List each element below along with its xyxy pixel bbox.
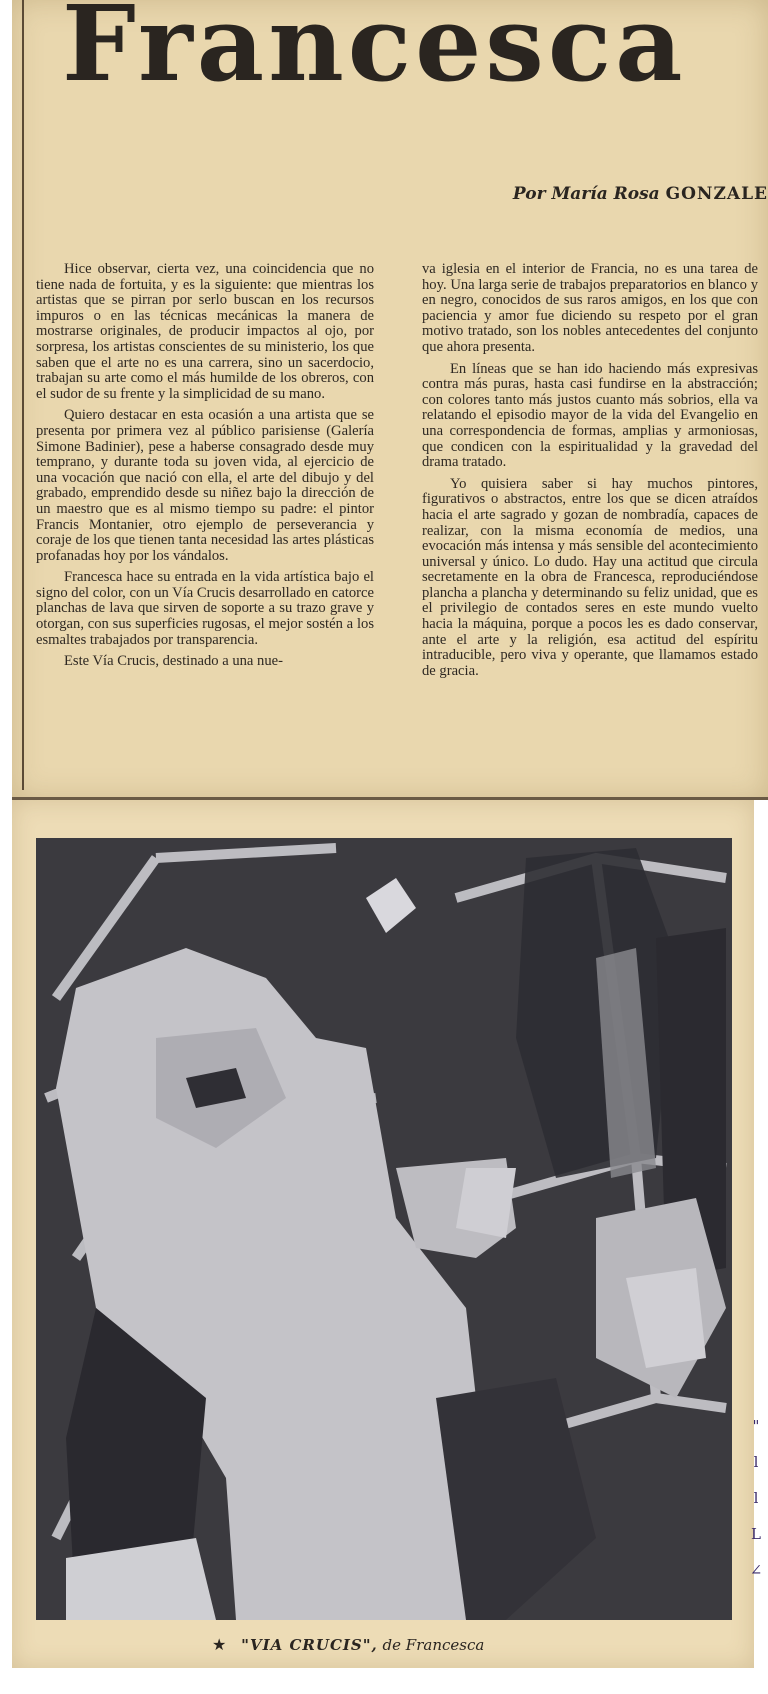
article-clipping — [12, 0, 768, 800]
paragraph: Hice observar, cierta vez, una coincidencia que no tiene nada de fortuita, y es la siguiente: que mientras los artistas que se pirran por serlo buscan en los recursos impuros o en las técnicas mecánicas la manera de mostrarse originales, de producir impactos al ojo, por sorpresa, los artistas conscientes de su ministerio, los que saben que el arte no es una carrera, sino un sacerdocio, trabajan su arte como el más humilde de los obreros, con el sudor de su frente y la simplicidad de su mano. — [36, 261, 374, 402]
text-column-left — [36, 262, 374, 676]
text-column-right — [422, 262, 758, 685]
margin-mark: l — [753, 1453, 759, 1471]
byline-prefix: Por María Rosa — [512, 184, 660, 204]
margin-mark: l — [753, 1489, 759, 1507]
caption-credit: de Francesca — [382, 1636, 485, 1654]
paragraph: Yo quisiera saber si hay muchos pintores, figurativos o abstractos, entre los que se dicen atraídos hacia el arte sagrado y gozan de nombradía, capaces de realizar, con la misma economía de medios, una evocación más intensa y más sensible del acontecimiento universal y único. Lo dudo. Hay una actitud que circula secretamente en la obra de Francesca, reproduciéndose plancha a plancha y determinando su feliz unidad, que es el privilegio de contados seres en este mundo vuelto hacia la máquina, porque a pocos les es dado conservar, ante el arte y la religión, esa actitud del espíritu intraducible, pero viva y operante, que llamamos estado de gracia. — [422, 475, 758, 679]
paragraph: va iglesia en el interior de Francia, no es una tarea de hoy. Una larga serie de trabajos preparatorios en blanco y en negro, conocidos de sus raros amigos, en los que con paciencia y amor fue diciendo su respeto por el gran motivo tratado, son los nobles antecedentes del conjunto que ahora presenta. — [422, 261, 758, 355]
paragraph: Este Vía Crucis, destinado a una nue- — [64, 653, 283, 670]
margin-mark: " — [752, 1417, 760, 1435]
article-title: Francesca — [62, 0, 687, 105]
via-crucis-artwork — [36, 838, 732, 1620]
handwritten-marks — [746, 1408, 766, 1588]
byline — [513, 184, 768, 204]
artwork-image — [36, 838, 732, 1620]
paragraph: En líneas que se han ido haciendo más expresivas contra más puras, hasta casi fundirse en la abstracción; con colores tanto más justos cuanto más sobrios, ella va relatando el episodio mayor de la vida del Evangelio en una correspondencia de formas, amplias y armoniosas, que condicen con la espiritualidad y la gravedad del drama tratado. — [422, 360, 758, 471]
column-rule — [22, 0, 24, 790]
star-icon: ★ — [212, 1635, 227, 1654]
photo-clipping — [12, 800, 754, 1668]
byline-surname: GONZALE — [665, 184, 768, 204]
paragraph: Francesca hace su entrada en la vida artística bajo el signo del color, con un Vía Crucis desarrollado en catorce planchas de lava que sirven de soporte a su trazo grave y otorgan, con sus superficies rugosas, el mejor sostén a los esmaltes trabajados por transparencia. — [36, 569, 374, 648]
margin-mark: L — [751, 1525, 761, 1543]
caption-title: "VIA CRUCIS", — [241, 1636, 378, 1654]
margin-mark: ∠ — [749, 1561, 763, 1579]
paragraph: Quiero destacar en esta ocasión a una artista que se presenta por primera vez al público parisiense (Galería Simone Badinier), pese a haberse consagrado desde muy temprano, y durante toda su joven vida, al ejercicio de una vocación que nació con ella, el arte del dibujo y del grabado, emprendido desde su niñez bajo la dirección de un maestro que es al mismo tiempo su padre: el pintor Francis Montanier, otro ejemplo de perseverancia y coraje de los que tienen tanta necesidad las artes plásticas profanadas hoy por los vándalos. — [36, 407, 374, 564]
photo-caption — [212, 1635, 484, 1654]
